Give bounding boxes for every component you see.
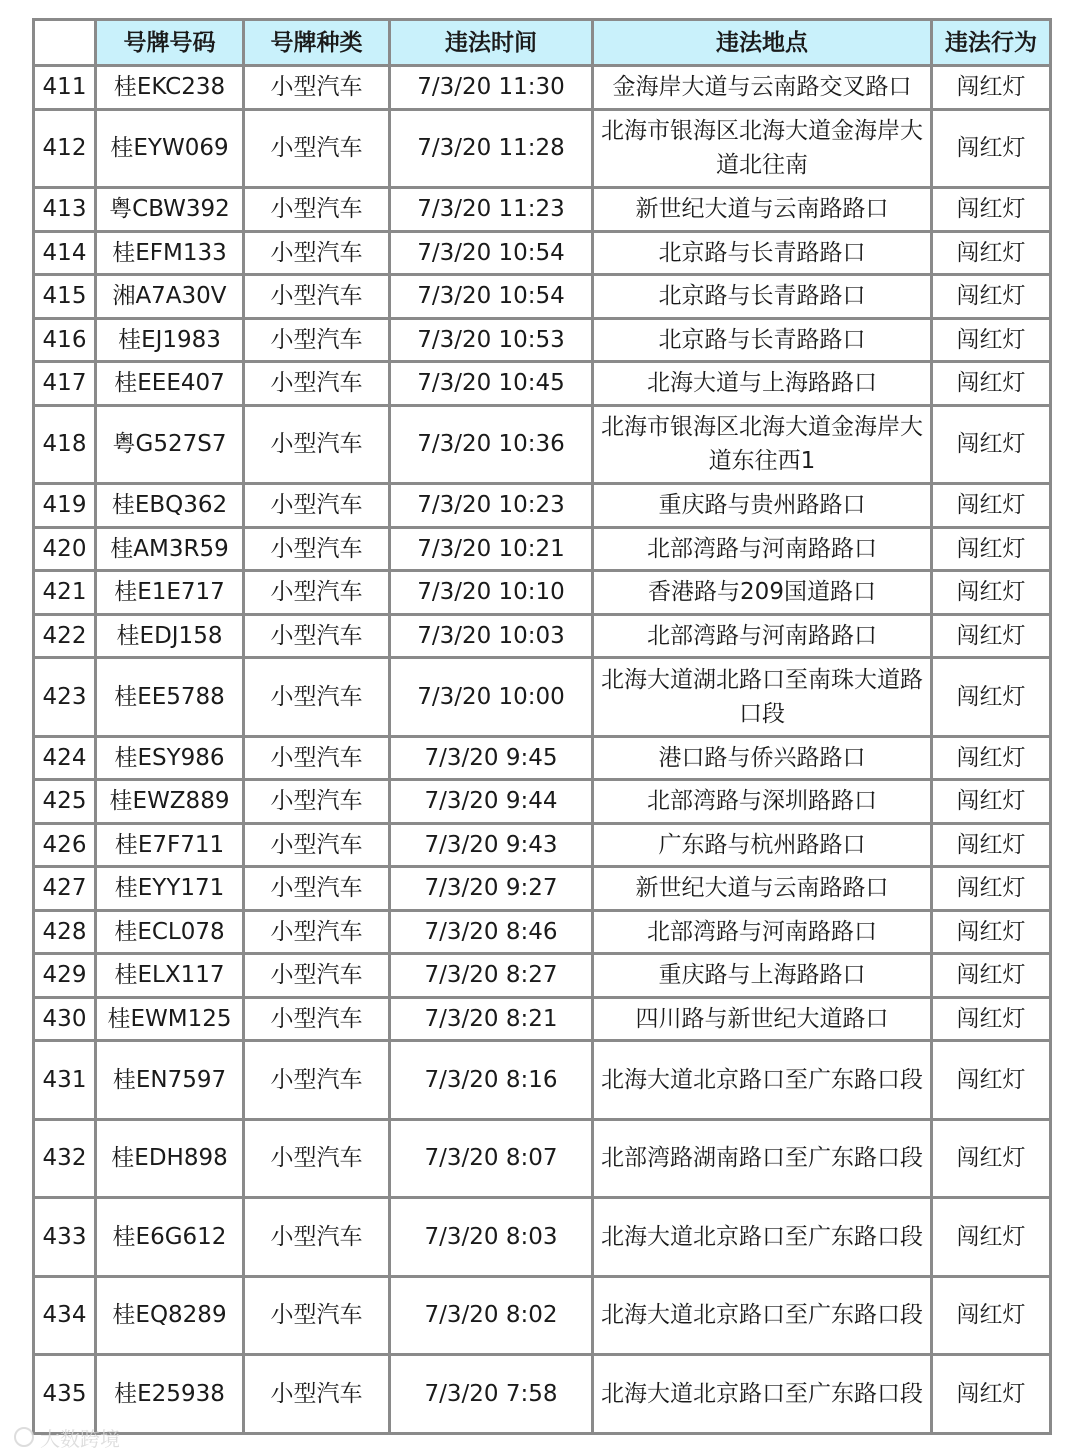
cell-index: 414 xyxy=(34,231,96,275)
cell-plate-type: 小型汽车 xyxy=(244,275,390,319)
cell-violation-location: 金海岸大道与云南路交叉路口 xyxy=(593,66,932,110)
table-row xyxy=(34,614,1051,658)
cell-plate-number: 桂E6G612 xyxy=(96,1198,244,1277)
table-row xyxy=(34,188,1051,232)
table-body xyxy=(34,66,1051,1434)
cell-violation-location: 四川路与新世纪大道路口 xyxy=(593,997,932,1041)
cell-violation-time: 7/3/20 10:03 xyxy=(390,614,593,658)
cell-violation-time: 7/3/20 10:53 xyxy=(390,318,593,362)
cell-violation-behavior: 闯红灯 xyxy=(932,1119,1051,1198)
cell-violation-location: 重庆路与贵州路路口 xyxy=(593,484,932,528)
cell-index: 411 xyxy=(34,66,96,110)
table-row xyxy=(34,658,1051,737)
cell-violation-time: 7/3/20 10:54 xyxy=(390,275,593,319)
cell-plate-number: 桂EFM133 xyxy=(96,231,244,275)
cell-violation-time: 7/3/20 11:28 xyxy=(390,109,593,188)
cell-violation-behavior: 闯红灯 xyxy=(932,318,1051,362)
cell-violation-behavior: 闯红灯 xyxy=(932,571,1051,615)
cell-violation-time: 7/3/20 10:36 xyxy=(390,405,593,484)
cell-violation-behavior: 闯红灯 xyxy=(932,109,1051,188)
cell-index: 413 xyxy=(34,188,96,232)
cell-violation-location: 北部湾路湖南路口至广东路口段 xyxy=(593,1119,932,1198)
cell-plate-type: 小型汽车 xyxy=(244,867,390,911)
cell-violation-location: 新世纪大道与云南路路口 xyxy=(593,188,932,232)
cell-violation-time: 7/3/20 10:23 xyxy=(390,484,593,528)
cell-violation-time: 7/3/20 11:23 xyxy=(390,188,593,232)
cell-plate-number: 桂EE5788 xyxy=(96,658,244,737)
cell-violation-time: 7/3/20 8:03 xyxy=(390,1198,593,1277)
cell-violation-location: 北部湾路与河南路路口 xyxy=(593,614,932,658)
cell-plate-number: 粤CBW392 xyxy=(96,188,244,232)
cell-violation-time: 7/3/20 8:07 xyxy=(390,1119,593,1198)
cell-index: 424 xyxy=(34,736,96,780)
cell-violation-time: 7/3/20 10:45 xyxy=(390,362,593,406)
cell-violation-location: 港口路与侨兴路路口 xyxy=(593,736,932,780)
cell-index: 435 xyxy=(34,1355,96,1434)
table-row xyxy=(34,910,1051,954)
cell-plate-number: 桂ESY986 xyxy=(96,736,244,780)
table-row xyxy=(34,1119,1051,1198)
cell-plate-number: 桂E7F711 xyxy=(96,823,244,867)
cell-plate-type: 小型汽车 xyxy=(244,1041,390,1120)
table-row xyxy=(34,527,1051,571)
cell-violation-behavior: 闯红灯 xyxy=(932,736,1051,780)
cell-index: 421 xyxy=(34,571,96,615)
cell-index: 420 xyxy=(34,527,96,571)
cell-plate-number: 桂AM3R59 xyxy=(96,527,244,571)
cell-plate-number: 桂EJ1983 xyxy=(96,318,244,362)
table-row xyxy=(34,997,1051,1041)
cell-violation-time: 7/3/20 8:21 xyxy=(390,997,593,1041)
cell-violation-location: 北海大道北京路口至广东路口段 xyxy=(593,1355,932,1434)
cell-plate-type: 小型汽车 xyxy=(244,614,390,658)
cell-violation-location: 北海大道北京路口至广东路口段 xyxy=(593,1041,932,1120)
table-row xyxy=(34,1198,1051,1277)
cell-index: 433 xyxy=(34,1198,96,1277)
header-violation-location: 违法地点 xyxy=(593,20,932,66)
cell-violation-time: 7/3/20 7:58 xyxy=(390,1355,593,1434)
cell-violation-time: 7/3/20 8:02 xyxy=(390,1276,593,1355)
cell-plate-number: 桂E1E717 xyxy=(96,571,244,615)
cell-plate-type: 小型汽车 xyxy=(244,1198,390,1277)
cell-plate-number: 桂EBQ362 xyxy=(96,484,244,528)
cell-violation-behavior: 闯红灯 xyxy=(932,275,1051,319)
cell-violation-behavior: 闯红灯 xyxy=(932,954,1051,998)
cell-violation-behavior: 闯红灯 xyxy=(932,867,1051,911)
cell-violation-time: 7/3/20 9:45 xyxy=(390,736,593,780)
table-row xyxy=(34,823,1051,867)
cell-violation-behavior: 闯红灯 xyxy=(932,1355,1051,1434)
cell-violation-time: 7/3/20 8:27 xyxy=(390,954,593,998)
cell-violation-behavior: 闯红灯 xyxy=(932,614,1051,658)
cell-violation-location: 广东路与杭州路路口 xyxy=(593,823,932,867)
table-row xyxy=(34,571,1051,615)
cell-index: 425 xyxy=(34,780,96,824)
cell-violation-location: 北海大道湖北路口至南珠大道路口段 xyxy=(593,658,932,737)
cell-violation-behavior: 闯红灯 xyxy=(932,1276,1051,1355)
table-row xyxy=(34,66,1051,110)
cell-violation-location: 北海大道北京路口至广东路口段 xyxy=(593,1198,932,1277)
table-row xyxy=(34,362,1051,406)
cell-plate-type: 小型汽车 xyxy=(244,910,390,954)
cell-violation-time: 7/3/20 10:54 xyxy=(390,231,593,275)
cell-plate-number: 桂EEE407 xyxy=(96,362,244,406)
cell-plate-number: 桂EYY171 xyxy=(96,867,244,911)
cell-violation-location: 北京路与长青路路口 xyxy=(593,318,932,362)
cell-violation-time: 7/3/20 8:46 xyxy=(390,910,593,954)
cell-index: 434 xyxy=(34,1276,96,1355)
cell-index: 419 xyxy=(34,484,96,528)
table-row xyxy=(34,231,1051,275)
cell-index: 416 xyxy=(34,318,96,362)
table-row xyxy=(34,1355,1051,1434)
cell-plate-type: 小型汽车 xyxy=(244,823,390,867)
cell-plate-number: 桂E25938 xyxy=(96,1355,244,1434)
table-row xyxy=(34,484,1051,528)
cell-violation-time: 7/3/20 10:21 xyxy=(390,527,593,571)
cell-violation-location: 北京路与长青路路口 xyxy=(593,231,932,275)
cell-index: 432 xyxy=(34,1119,96,1198)
cell-index: 430 xyxy=(34,997,96,1041)
cell-violation-behavior: 闯红灯 xyxy=(932,780,1051,824)
header-plate-type: 号牌种类 xyxy=(244,20,390,66)
table-row xyxy=(34,1041,1051,1120)
cell-plate-number: 桂ECL078 xyxy=(96,910,244,954)
table-row xyxy=(34,1276,1051,1355)
cell-index: 418 xyxy=(34,405,96,484)
cell-violation-behavior: 闯红灯 xyxy=(932,1041,1051,1120)
cell-plate-type: 小型汽车 xyxy=(244,1355,390,1434)
cell-violation-behavior: 闯红灯 xyxy=(932,527,1051,571)
table-row xyxy=(34,867,1051,911)
watermark xyxy=(14,1422,120,1452)
cell-violation-behavior: 闯红灯 xyxy=(932,66,1051,110)
cell-plate-type: 小型汽车 xyxy=(244,405,390,484)
cell-index: 429 xyxy=(34,954,96,998)
cell-violation-location: 北海大道北京路口至广东路口段 xyxy=(593,1276,932,1355)
cell-violation-behavior: 闯红灯 xyxy=(932,1198,1051,1277)
table-row xyxy=(34,954,1051,998)
cell-plate-type: 小型汽车 xyxy=(244,571,390,615)
table-row xyxy=(34,318,1051,362)
header-plate-number: 号牌号码 xyxy=(96,20,244,66)
cell-violation-time: 7/3/20 9:27 xyxy=(390,867,593,911)
header-index xyxy=(34,20,96,66)
header-violation-behavior: 违法行为 xyxy=(932,20,1051,66)
cell-violation-time: 7/3/20 8:16 xyxy=(390,1041,593,1120)
cell-violation-location: 北部湾路与河南路路口 xyxy=(593,910,932,954)
cell-violation-location: 重庆路与上海路路口 xyxy=(593,954,932,998)
cell-plate-type: 小型汽车 xyxy=(244,231,390,275)
cell-index: 422 xyxy=(34,614,96,658)
cell-violation-behavior: 闯红灯 xyxy=(932,231,1051,275)
cell-violation-time: 7/3/20 11:30 xyxy=(390,66,593,110)
brand-logo-icon xyxy=(14,1427,34,1447)
cell-violation-location: 北部湾路与深圳路路口 xyxy=(593,780,932,824)
cell-violation-behavior: 闯红灯 xyxy=(932,362,1051,406)
cell-index: 415 xyxy=(34,275,96,319)
cell-plate-type: 小型汽车 xyxy=(244,997,390,1041)
cell-violation-behavior: 闯红灯 xyxy=(932,188,1051,232)
cell-plate-type: 小型汽车 xyxy=(244,66,390,110)
cell-plate-number: 桂EYW069 xyxy=(96,109,244,188)
cell-plate-number: 桂EDJ158 xyxy=(96,614,244,658)
cell-index: 426 xyxy=(34,823,96,867)
cell-plate-number: 桂EDH898 xyxy=(96,1119,244,1198)
cell-plate-type: 小型汽车 xyxy=(244,362,390,406)
header-violation-time: 违法时间 xyxy=(390,20,593,66)
cell-index: 431 xyxy=(34,1041,96,1120)
cell-plate-type: 小型汽车 xyxy=(244,188,390,232)
cell-violation-location: 北海大道与上海路路口 xyxy=(593,362,932,406)
cell-violation-location: 新世纪大道与云南路路口 xyxy=(593,867,932,911)
cell-plate-type: 小型汽车 xyxy=(244,658,390,737)
cell-plate-type: 小型汽车 xyxy=(244,527,390,571)
cell-plate-type: 小型汽车 xyxy=(244,1276,390,1355)
cell-violation-location: 北部湾路与河南路路口 xyxy=(593,527,932,571)
cell-index: 417 xyxy=(34,362,96,406)
cell-plate-type: 小型汽车 xyxy=(244,954,390,998)
cell-plate-type: 小型汽车 xyxy=(244,1119,390,1198)
cell-plate-type: 小型汽车 xyxy=(244,780,390,824)
table-header-row xyxy=(34,20,1051,66)
cell-violation-location: 北京路与长青路路口 xyxy=(593,275,932,319)
cell-violation-time: 7/3/20 9:43 xyxy=(390,823,593,867)
cell-index: 427 xyxy=(34,867,96,911)
cell-index: 423 xyxy=(34,658,96,737)
cell-plate-type: 小型汽车 xyxy=(244,318,390,362)
table-row xyxy=(34,405,1051,484)
cell-plate-number: 桂EQ8289 xyxy=(96,1276,244,1355)
cell-violation-behavior: 闯红灯 xyxy=(932,658,1051,737)
cell-plate-number: 桂ELX117 xyxy=(96,954,244,998)
watermark-text: 大数跨境 xyxy=(40,1426,120,1451)
cell-plate-number: 桂EN7597 xyxy=(96,1041,244,1120)
cell-plate-type: 小型汽车 xyxy=(244,484,390,528)
cell-plate-number: 桂EWM125 xyxy=(96,997,244,1041)
cell-violation-time: 7/3/20 10:10 xyxy=(390,571,593,615)
table-row xyxy=(34,736,1051,780)
cell-plate-type: 小型汽车 xyxy=(244,109,390,188)
cell-plate-number: 粤G527S7 xyxy=(96,405,244,484)
cell-index: 412 xyxy=(34,109,96,188)
cell-violation-location: 北海市银海区北海大道金海岸大道北往南 xyxy=(593,109,932,188)
cell-violation-behavior: 闯红灯 xyxy=(932,405,1051,484)
cell-violation-time: 7/3/20 10:00 xyxy=(390,658,593,737)
cell-violation-location: 香港路与209国道路口 xyxy=(593,571,932,615)
cell-index: 428 xyxy=(34,910,96,954)
table-row xyxy=(34,109,1051,188)
cell-violation-behavior: 闯红灯 xyxy=(932,484,1051,528)
table-row xyxy=(34,275,1051,319)
table-row xyxy=(34,780,1051,824)
violation-table xyxy=(32,18,1052,1435)
cell-violation-behavior: 闯红灯 xyxy=(932,997,1051,1041)
cell-plate-number: 桂EWZ889 xyxy=(96,780,244,824)
cell-plate-number: 桂EKC238 xyxy=(96,66,244,110)
cell-plate-type: 小型汽车 xyxy=(244,736,390,780)
cell-violation-behavior: 闯红灯 xyxy=(932,910,1051,954)
cell-plate-number: 湘A7A30V xyxy=(96,275,244,319)
cell-violation-behavior: 闯红灯 xyxy=(932,823,1051,867)
cell-violation-time: 7/3/20 9:44 xyxy=(390,780,593,824)
cell-violation-location: 北海市银海区北海大道金海岸大道东往西1 xyxy=(593,405,932,484)
